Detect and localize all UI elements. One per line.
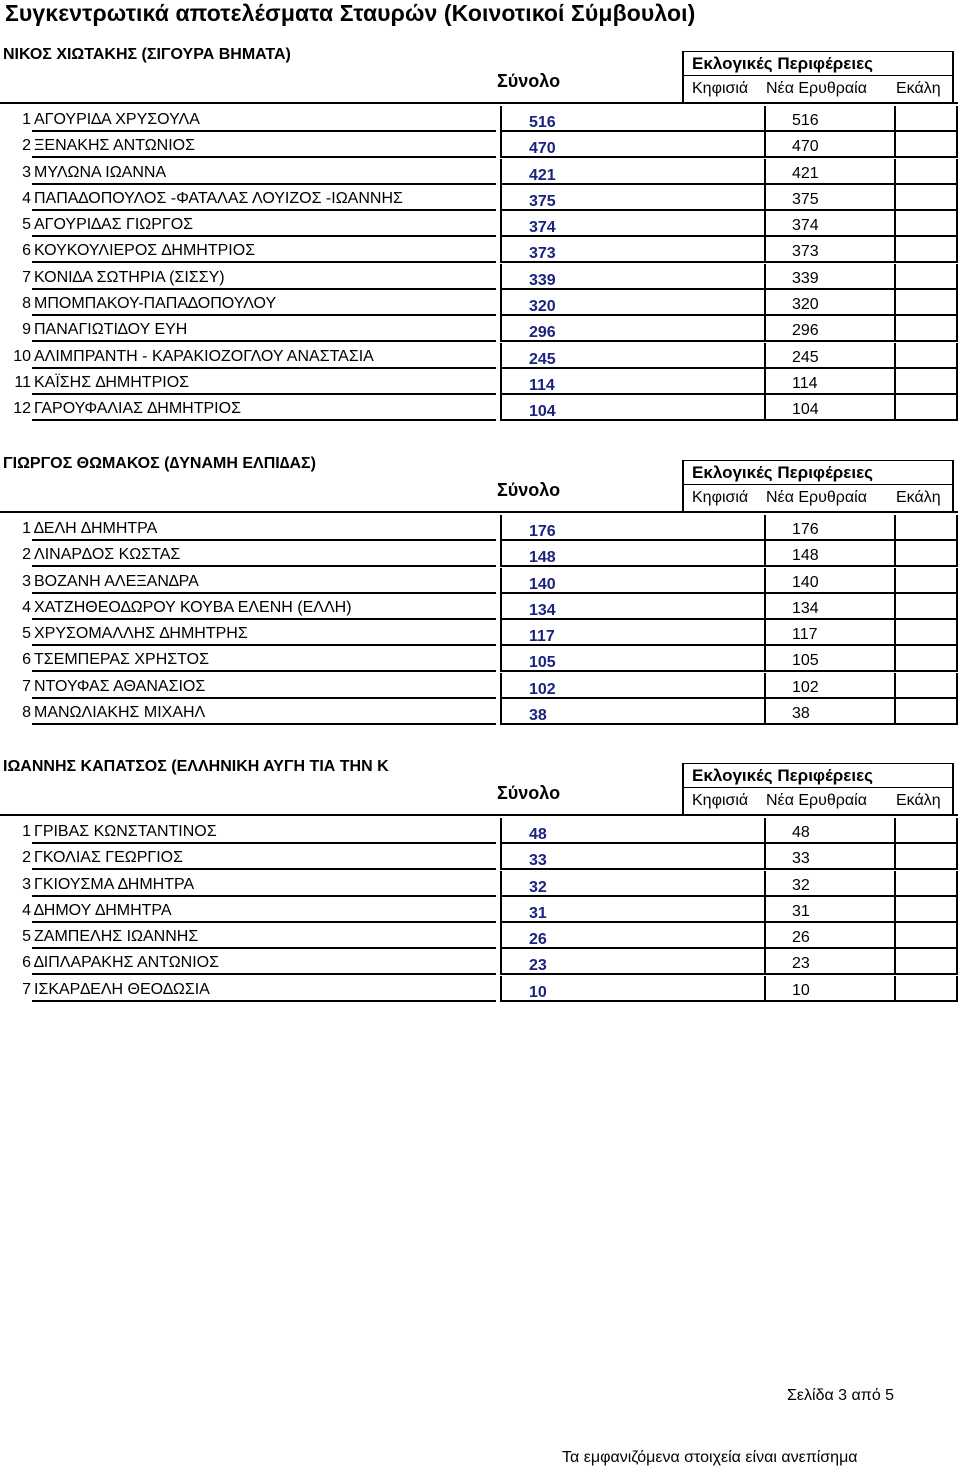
region-cell: [764, 515, 894, 541]
region-cell: [764, 264, 894, 290]
total-cell: [500, 897, 764, 923]
total-cell: [500, 290, 764, 316]
name-cell: [32, 237, 496, 263]
region-votes: 105: [792, 652, 819, 670]
total-cell: [500, 818, 764, 844]
region-cell: [764, 106, 894, 132]
row-rank: 2: [22, 137, 31, 155]
row-rank: 1: [22, 520, 31, 537]
region-cell: [764, 844, 894, 870]
row-rank: 8: [22, 295, 31, 313]
region-votes: 470: [792, 138, 819, 156]
region-votes: 245: [792, 348, 819, 366]
total-votes: 10: [529, 983, 547, 1001]
table-row: [0, 818, 960, 844]
total-column-header: Σύνολο: [497, 480, 561, 500]
table-row: [0, 316, 960, 342]
region-cell-ekali: [894, 369, 958, 395]
total-cell: [500, 316, 764, 342]
region-header-ekali: Εκάλη: [896, 792, 941, 809]
region-votes: 23: [792, 955, 810, 973]
name-cell: [32, 594, 496, 620]
region-votes: 33: [792, 850, 810, 868]
region-cell-ekali: [894, 976, 958, 1002]
table-row: [0, 871, 960, 897]
row-rank: 7: [22, 980, 31, 998]
region-cell-ekali: [894, 211, 958, 237]
councillor-name: ∆ΙΠΛΑΡΑΚΗΣ ΑΝΤΩΝΙΟΣ: [34, 954, 219, 972]
region-votes: 140: [792, 573, 819, 591]
total-votes: 48: [529, 826, 547, 843]
region-header-kifisia: Κηφισιά: [692, 489, 749, 506]
councillor-name: ∆ΕΛΗ ∆ΗΜΗΤΡΑ: [34, 520, 158, 537]
region-cell: [764, 699, 894, 725]
total-cell: [500, 620, 764, 646]
results-table: [0, 515, 960, 725]
total-votes: 375: [529, 192, 556, 210]
councillor-name: ΛΙΝΑΡ∆ΟΣ ΚΩΣΤΑΣ: [34, 546, 181, 564]
region-header-nea-erythraia: Νέα Ερυθραία: [766, 80, 867, 97]
region-votes: 38: [792, 705, 810, 723]
name-cell: [32, 264, 496, 290]
total-cell: [500, 673, 764, 699]
councillor-name: ΜΑΝΩΛΙΑΚΗΣ ΜΙΧΑΗΛ: [34, 704, 206, 722]
name-cell: [32, 106, 496, 132]
region-cell: [764, 395, 894, 421]
row-rank: 1: [22, 823, 31, 840]
name-cell: [32, 949, 496, 975]
region-votes: 148: [792, 547, 819, 565]
region-cell-ekali: [894, 541, 958, 567]
total-votes: 117: [529, 628, 555, 646]
table-row: [0, 185, 960, 211]
total-votes: 134: [529, 601, 556, 619]
region-votes: 10: [792, 981, 810, 999]
table-row: [0, 646, 960, 672]
region-votes: 104: [792, 401, 819, 419]
region-votes: 26: [792, 929, 810, 947]
region-votes: 339: [792, 269, 819, 287]
region-cell-ekali: [894, 395, 958, 421]
row-rank: 3: [22, 875, 31, 893]
regions-header: [682, 51, 954, 103]
table-row: [0, 673, 960, 699]
region-votes: 48: [792, 824, 810, 841]
region-votes: 320: [792, 296, 819, 314]
name-cell: [32, 132, 496, 158]
councillor-name: ΑΛΙΜΠΡΑΝΤΗ - ΚΑΡΑΚΙΟΖΟΓΛΟΥ ΑΝΑΣΤΑΣΙΑ: [34, 347, 374, 365]
row-rank: 12: [13, 400, 31, 418]
total-cell: [500, 871, 764, 897]
region-votes: 296: [792, 322, 819, 340]
name-cell: [32, 923, 496, 949]
region-cell-ekali: [894, 316, 958, 342]
row-rank: 1: [22, 111, 31, 128]
total-cell: [500, 699, 764, 725]
region-votes: 117: [792, 626, 818, 644]
region-header-nea-erythraia: Νέα Ερυθραία: [766, 792, 867, 809]
total-cell: [500, 949, 764, 975]
total-cell: [500, 646, 764, 672]
row-rank: 4: [22, 598, 31, 616]
table-row: [0, 923, 960, 949]
total-cell: [500, 395, 764, 421]
total-votes: 114: [529, 376, 555, 394]
name-cell: [32, 395, 496, 421]
total-votes: 176: [529, 523, 556, 540]
region-cell-ekali: [894, 132, 958, 158]
name-cell: [32, 844, 496, 870]
row-rank: 8: [22, 704, 31, 722]
table-row: [0, 211, 960, 237]
region-cell: [764, 976, 894, 1002]
region-cell-ekali: [894, 923, 958, 949]
regions-header: [682, 763, 954, 815]
region-header-nea-erythraia: Νέα Ερυθραία: [766, 489, 867, 506]
region-cell: [764, 316, 894, 342]
total-column-header: Σύνολο: [497, 71, 561, 91]
region-votes: 114: [792, 374, 818, 392]
region-votes: 373: [792, 243, 819, 261]
region-cell-ekali: [894, 594, 958, 620]
table-row: [0, 515, 960, 541]
row-rank: 6: [22, 954, 31, 972]
councillor-name: ΞΕΝΑΚΗΣ ΑΝΤΩΝΙΟΣ: [34, 137, 195, 155]
region-cell: [764, 290, 894, 316]
region-cell-ekali: [894, 568, 958, 594]
candidate-heading: ΝΙΚΟΣ ΧΙΩΤΑΚΗΣ (ΣΙΓΟΥΡΑ ΒΗΜΑΤΑ): [3, 46, 291, 63]
region-cell: [764, 949, 894, 975]
page-number: Σελίδα 3 από 5: [787, 1387, 895, 1404]
name-cell: [32, 159, 496, 185]
total-cell: [500, 515, 764, 541]
row-rank: 6: [22, 242, 31, 260]
region-cell-ekali: [894, 343, 958, 369]
row-rank: 2: [22, 849, 31, 867]
region-cell: [764, 185, 894, 211]
total-column-header: Σύνολο: [497, 783, 561, 803]
header-rule: [0, 102, 958, 104]
region-votes: 176: [792, 521, 819, 538]
name-cell: [32, 541, 496, 567]
table-row: [0, 568, 960, 594]
row-rank: 7: [22, 268, 31, 286]
row-rank: 3: [22, 163, 31, 181]
table-row: [0, 132, 960, 158]
header-rule: [0, 814, 958, 816]
region-cell: [764, 343, 894, 369]
region-cell: [764, 568, 894, 594]
table-row: [0, 106, 960, 132]
total-cell: [500, 594, 764, 620]
name-cell: [32, 620, 496, 646]
row-rank: 5: [22, 928, 31, 946]
regions-divider: [684, 787, 952, 788]
name-cell: [32, 343, 496, 369]
table-row: [0, 395, 960, 421]
total-cell: [500, 923, 764, 949]
total-votes: 33: [529, 852, 547, 870]
row-rank: 11: [14, 373, 31, 391]
region-cell-ekali: [894, 106, 958, 132]
regions-header: [682, 460, 954, 512]
table-row: [0, 897, 960, 923]
candidate-heading: ΓΙΩΡΓΟΣ ΘΩΜΑΚΟΣ (∆ΥΝΑΜΗ ΕΛΠΙ∆ΑΣ): [3, 455, 316, 472]
region-cell-ekali: [894, 844, 958, 870]
region-cell: [764, 923, 894, 949]
region-cell-ekali: [894, 818, 958, 844]
candidate-section: [0, 455, 960, 755]
total-votes: 296: [529, 324, 556, 342]
table-row: [0, 949, 960, 975]
candidate-heading: ΙΩΑΝΝΗΣ ΚΑΠΑΤΣΟΣ (ΕΛΛΗΝΙΚΗ ΑΥΓΗ ΤΙΑ ΤΗΝ Κ: [3, 758, 389, 775]
name-cell: [32, 818, 496, 844]
regions-title: Εκλογικές Περιφέρειες: [692, 463, 873, 482]
councillor-name: ΒΟΖΑΝΗ ΑΛΕΞΑΝ∆ΡΑ: [34, 572, 199, 590]
table-row: [0, 264, 960, 290]
councillor-name: ΚΟΥΚΟΥΛΙΕΡΟΣ ∆ΗΜΗΤΡΙΟΣ: [34, 242, 256, 260]
total-cell: [500, 237, 764, 263]
councillor-name: ΜΠΟΜΠΑΚΟΥ-ΠΑΠΑ∆ΟΠΟΥΛΟΥ: [34, 295, 277, 313]
region-votes: 102: [792, 678, 819, 696]
total-cell: [500, 264, 764, 290]
row-rank: 7: [22, 677, 31, 695]
region-cell-ekali: [894, 620, 958, 646]
region-cell: [764, 620, 894, 646]
row-rank: 6: [22, 651, 31, 669]
total-cell: [500, 844, 764, 870]
total-cell: [500, 541, 764, 567]
row-rank: 4: [22, 901, 31, 919]
total-votes: 102: [529, 680, 556, 698]
regions-title: Εκλογικές Περιφέρειες: [692, 54, 873, 73]
region-cell: [764, 211, 894, 237]
councillor-name: ΝΤΟΥΦΑΣ ΑΘΑΝΑΣΙΟΣ: [34, 677, 206, 695]
row-rank: 9: [22, 321, 31, 339]
table-row: [0, 620, 960, 646]
total-votes: 31: [529, 904, 547, 922]
total-votes: 339: [529, 271, 556, 289]
total-votes: 105: [529, 654, 556, 672]
name-cell: [32, 673, 496, 699]
region-votes: 134: [792, 599, 819, 617]
region-cell: [764, 541, 894, 567]
region-cell: [764, 818, 894, 844]
councillor-name: ΙΣΚΑΡ∆ΕΛΗ ΘΕΟ∆ΩΣΙΑ: [34, 980, 210, 998]
region-cell: [764, 369, 894, 395]
region-votes: 31: [792, 902, 810, 920]
page-title: Συγκεντρωτικά αποτελέσματα Σταυρών (Κοινοτικοί Σύμβουλοι): [5, 0, 696, 26]
name-cell: [32, 515, 496, 541]
disclaimer-note: Τα εμφανιζόμενα στοιχεία είναι ανεπίσημα: [562, 1449, 858, 1466]
region-votes: 421: [792, 164, 819, 182]
region-cell: [764, 237, 894, 263]
councillor-name: ΓΑΡΟΥΦΑΛΙΑΣ ∆ΗΜΗΤΡΙΟΣ: [34, 400, 241, 418]
region-cell-ekali: [894, 159, 958, 185]
region-cell-ekali: [894, 515, 958, 541]
name-cell: [32, 369, 496, 395]
row-rank: 5: [22, 625, 31, 643]
regions-divider: [684, 75, 952, 76]
councillor-name: ΑΓΟΥΡΙ∆ΑΣ ΓΙΩΡΓΟΣ: [34, 216, 194, 234]
table-row: [0, 844, 960, 870]
councillor-name: ∆ΗΜΟΥ ∆ΗΜΗΤΡΑ: [34, 901, 172, 919]
total-cell: [500, 211, 764, 237]
councillor-name: ΤΣΕΜΠΕΡΑΣ ΧΡΗΣΤΟΣ: [34, 651, 209, 669]
region-cell-ekali: [894, 646, 958, 672]
table-row: [0, 699, 960, 725]
total-cell: [500, 159, 764, 185]
total-cell: [500, 343, 764, 369]
region-cell: [764, 897, 894, 923]
results-table: [0, 106, 960, 422]
table-row: [0, 369, 960, 395]
region-cell-ekali: [894, 897, 958, 923]
region-votes: 32: [792, 876, 810, 894]
results-table: [0, 818, 960, 1002]
total-cell: [500, 568, 764, 594]
name-cell: [32, 290, 496, 316]
regions-title: Εκλογικές Περιφέρειες: [692, 766, 873, 785]
councillor-name: ΠΑΠΑ∆ΟΠΟΥΛΟΣ -ΦΑΤΑΛΑΣ ΛΟΥΙΖΟΣ -ΙΩΑΝΝΗΣ: [34, 189, 403, 207]
councillor-name: ΚΟΝΙ∆Α ΣΩΤΗΡΙΑ (ΣΙΣΣΥ): [34, 268, 225, 286]
name-cell: [32, 185, 496, 211]
total-votes: 140: [529, 575, 556, 593]
councillor-name: ΓΚΙΟΥΣΜΑ ∆ΗΜΗΤΡΑ: [34, 875, 195, 893]
region-header-kifisia: Κηφισιά: [692, 792, 749, 809]
total-votes: 421: [529, 166, 556, 184]
name-cell: [32, 646, 496, 672]
candidate-section: [0, 46, 960, 421]
region-cell-ekali: [894, 237, 958, 263]
region-cell: [764, 594, 894, 620]
total-votes: 245: [529, 350, 556, 368]
councillor-name: ΧΑΤΖΗΘΕΟ∆ΩΡΟΥ ΚΟΥΒΑ ΕΛΕΝΗ (ΕΛΛΗ): [34, 598, 352, 616]
total-votes: 516: [529, 114, 556, 131]
region-cell-ekali: [894, 185, 958, 211]
row-rank: 2: [22, 546, 31, 564]
name-cell: [32, 897, 496, 923]
regions-divider: [684, 484, 952, 485]
table-row: [0, 541, 960, 567]
table-row: [0, 290, 960, 316]
region-cell-ekali: [894, 949, 958, 975]
name-cell: [32, 976, 496, 1002]
table-row: [0, 159, 960, 185]
table-row: [0, 237, 960, 263]
region-cell-ekali: [894, 699, 958, 725]
region-votes: 516: [792, 112, 819, 129]
total-cell: [500, 132, 764, 158]
councillor-name: ΧΡΥΣΟΜΑΛΛΗΣ ∆ΗΜΗΤΡΗΣ: [34, 625, 248, 643]
region-cell: [764, 132, 894, 158]
total-votes: 23: [529, 957, 547, 975]
total-cell: [500, 106, 764, 132]
region-votes: 375: [792, 190, 819, 208]
name-cell: [32, 871, 496, 897]
region-cell-ekali: [894, 871, 958, 897]
region-cell: [764, 646, 894, 672]
table-row: [0, 343, 960, 369]
total-cell: [500, 369, 764, 395]
name-cell: [32, 568, 496, 594]
total-votes: 26: [529, 931, 547, 949]
councillor-name: ΑΓΟΥΡΙ∆Α ΧΡΥΣΟΥΛΑ: [34, 111, 200, 128]
name-cell: [32, 211, 496, 237]
name-cell: [32, 316, 496, 342]
region-cell-ekali: [894, 290, 958, 316]
total-cell: [500, 185, 764, 211]
region-cell-ekali: [894, 264, 958, 290]
total-votes: 470: [529, 140, 556, 158]
region-cell: [764, 159, 894, 185]
total-cell: [500, 976, 764, 1002]
candidate-section: [0, 758, 960, 1058]
row-rank: 5: [22, 216, 31, 234]
region-votes: 374: [792, 217, 819, 235]
total-votes: 38: [529, 707, 547, 725]
region-cell-ekali: [894, 673, 958, 699]
region-header-ekali: Εκάλη: [896, 489, 941, 506]
total-votes: 374: [529, 219, 556, 237]
councillor-name: ΚΑΪΣΗΣ ∆ΗΜΗΤΡΙΟΣ: [34, 373, 190, 391]
councillor-name: ΠΑΝΑΓΙΩΤΙ∆ΟΥ ΕΥΗ: [34, 321, 188, 339]
total-votes: 32: [529, 878, 547, 896]
row-rank: 10: [13, 347, 31, 365]
total-votes: 104: [529, 403, 556, 421]
table-row: [0, 976, 960, 1002]
region-header-ekali: Εκάλη: [896, 80, 941, 97]
header-rule: [0, 511, 958, 513]
table-row: [0, 594, 960, 620]
total-votes: 148: [529, 549, 556, 567]
row-rank: 3: [22, 572, 31, 590]
name-cell: [32, 699, 496, 725]
councillor-name: ΖΑΜΠΕΛΗΣ ΙΩΑΝΝΗΣ: [34, 928, 199, 946]
total-votes: 373: [529, 245, 556, 263]
councillor-name: ΜΥΛΩΝΑ ΙΩΑΝΝΑ: [34, 163, 167, 181]
councillor-name: ΓΚΟΛΙΑΣ ΓΕΩΡΓΙΟΣ: [34, 849, 183, 867]
total-votes: 320: [529, 298, 556, 316]
row-rank: 4: [22, 189, 31, 207]
councillor-name: ΓΡΙΒΑΣ ΚΩΝΣΤΑΝΤΙΝΟΣ: [34, 823, 217, 840]
region-header-kifisia: Κηφισιά: [692, 80, 749, 97]
region-cell: [764, 673, 894, 699]
region-cell: [764, 871, 894, 897]
